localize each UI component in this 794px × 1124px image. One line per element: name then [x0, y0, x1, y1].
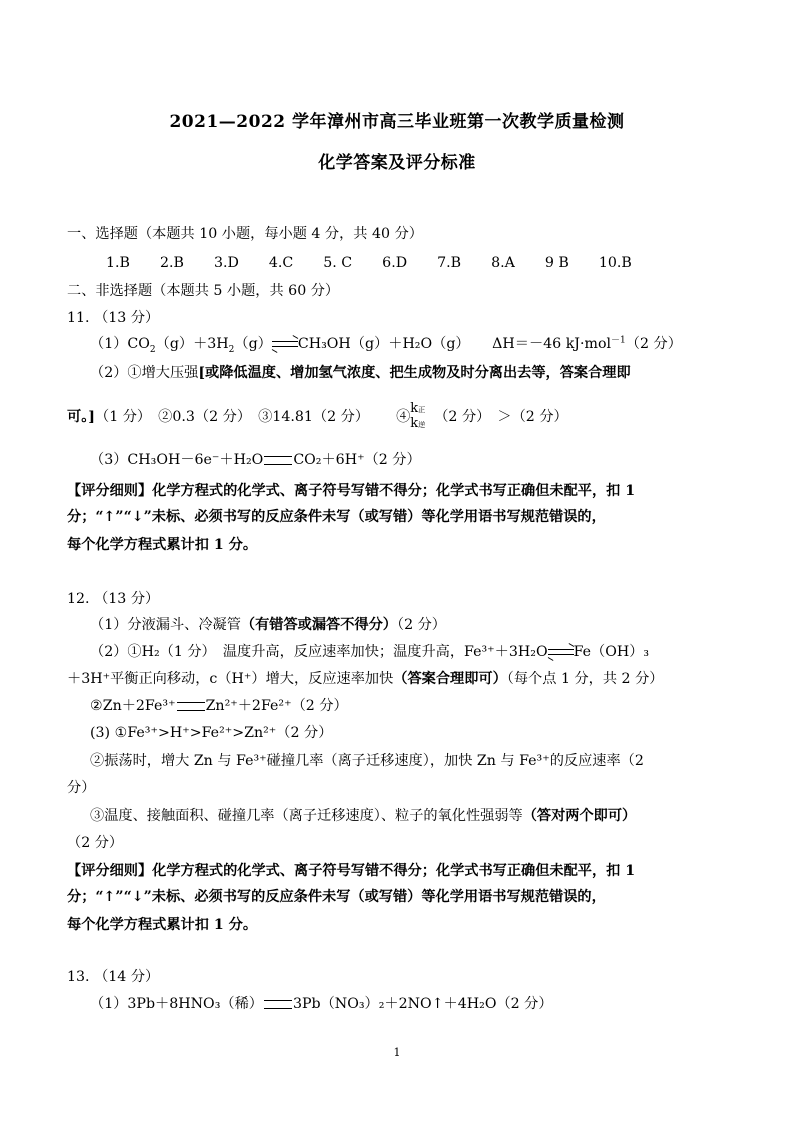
q12-p2-text: （每个点 1 分，共 2 分）	[506, 671, 664, 687]
document-subtitle: 化学答案及评分标准	[318, 153, 476, 173]
q11-p1-text: （g）	[234, 336, 272, 352]
q13-p1-text: 3Pb（NO₃）₂＋2NO↑＋4H₂O（2 分）	[292, 996, 553, 1012]
rate-constant-fraction	[410, 402, 425, 432]
q12-part3-2-line1: ②振荡时，增大 Zn 与 Fe³⁺碰撞几率（离子迁移速度），加快 Zn 与 Fe³⁺的反应速率（2	[90, 753, 644, 769]
q12-p3-text: ③温度、接触面积、碰撞几率（离子迁移速度）、粒子的氧化性强弱等	[90, 808, 523, 824]
answer-key-row	[106, 253, 734, 273]
frac-den: k	[410, 416, 419, 431]
q11-p2-bold: 可。]	[67, 409, 95, 425]
answer-4: 4.C	[268, 255, 294, 271]
q11-p2-text: （2）①增大压强	[90, 365, 199, 381]
q12-p3-bold: （答对两个即可）	[522, 808, 637, 824]
q12-p1-text: （1）分液漏斗、冷凝管	[90, 617, 241, 633]
q11-p2-text: （2 分） ＞（2 分）	[434, 409, 568, 425]
q12-part3-3	[90, 806, 734, 826]
q12-heading: 12. （13 分）	[67, 591, 160, 607]
q13-p1-text: （1）3Pb＋8HNO₃（稀）	[90, 996, 263, 1012]
q11-p2-bold: [或降低温度、增加氢气浓度、把生成物及时分离出去等，答案合理即	[198, 365, 631, 381]
document-title: 2021—2022 学年漳州市高三毕业班第一次教学质量检测	[169, 112, 625, 132]
q11-p3-text: （3）CH₃OH－6e⁻＋H₂O	[90, 452, 264, 468]
q11-part2-line1	[90, 363, 734, 383]
q12-part3-2-line2: 分）	[67, 780, 96, 796]
rubric-line2: 分；“↑”“↓”未标、必须书写的反应条件未写（或写错）等化学用语书写规范错误的，	[67, 509, 606, 525]
q11-part3	[90, 450, 734, 470]
rubric-line3: 每个化学方程式累计扣 1 分。	[67, 917, 258, 933]
q12-p2-text: （2）①H₂（1 分） 温度升高，反应速率加快；温度升高，Fe³⁺＋3H₂O	[90, 644, 548, 660]
q11-part1: $(1)CO_2(g)+3H_2(g)$ CH₃OH（g）＋H₂O（g） ΔH＝－46 kJ·mol$^{-1}$（2 分）	[90, 335, 682, 355]
rubric-line1: 【评分细则】化学方程式的化学式、离子符号写错不得分；化学式书写正确但未配平，扣 1	[67, 483, 636, 499]
equals-sign-icon	[264, 456, 292, 465]
equals-sign-icon	[177, 702, 205, 711]
answer-8: 8.A	[491, 255, 515, 271]
q12-part2-line2	[67, 669, 734, 689]
answer-5: 5. C	[323, 255, 353, 271]
q11-p1-text: CH₃OH（g）＋H₂O（g）	[297, 336, 470, 352]
answer-2: 2.B	[159, 255, 184, 271]
section2-header: 二、非选择题（本题共 5 小题，共 60 分）	[67, 283, 340, 299]
q12-eq-text: Zn²⁺＋2Fe²⁺（2 分）	[205, 698, 348, 714]
frac-den-sub: 逆	[418, 421, 426, 429]
answer-6: 6.D	[382, 255, 408, 271]
frac-num-sub: 正	[418, 406, 426, 414]
q11-p3-text: CO₂＋6H⁺（2 分）	[293, 452, 421, 468]
equilibrium-arrow-icon	[548, 647, 574, 657]
q13-part1	[90, 994, 734, 1014]
q12-p2-text: Fe（OH）₃	[573, 644, 650, 660]
q12-p1-text: （2 分）	[396, 617, 446, 633]
answer-9: 9 B	[544, 255, 569, 271]
q11-p1-text: （1）CO	[90, 336, 150, 352]
rubric-line1: 【评分细则】化学方程式的化学式、离子符号写错不得分；化学式书写正确但未配平，扣 1	[67, 863, 636, 879]
q12-part3-3-line2: （2 分）	[67, 835, 124, 851]
q11-p1-score: （2 分）	[625, 336, 682, 352]
q12-p2-text: ＋3H⁺平衡正向移动，c（H⁺）增大，反应速率加快	[67, 671, 394, 687]
answer-3: 3.D	[213, 255, 239, 271]
rubric-line2: 分；“↑”“↓”未标、必须书写的反应条件未写（或写错）等化学用语书写规范错误的，	[67, 889, 606, 905]
q11-heading: 11. （13 分）	[67, 310, 160, 326]
q12-part2-eq2	[90, 696, 734, 716]
answer-10: 10.B	[598, 255, 632, 271]
q12-part3-1: (3) ①Fe³⁺>H⁺>Fe²⁺>Zn²⁺（2 分）	[90, 725, 333, 741]
q11-part2-line2	[67, 402, 734, 432]
q13-heading: 13. （14 分）	[67, 969, 160, 985]
q11-enthalpy: ΔH＝－46 kJ·mol	[492, 336, 612, 352]
answer-1: 1.B	[106, 255, 130, 271]
frac-num: k	[410, 401, 419, 416]
page-number: 1	[393, 1046, 401, 1059]
answer-7: 7.B	[437, 255, 462, 271]
q12-part1	[90, 615, 734, 635]
rubric-line3: 每个化学方程式累计扣 1 分。	[67, 537, 258, 553]
q12-part2-line1	[90, 642, 734, 662]
q12-p2-bold: （答案合理即可）	[393, 671, 507, 687]
q11-p2-text: ④	[396, 409, 411, 425]
equilibrium-arrow-icon	[272, 339, 298, 349]
q11-p1-text: （g）＋3H	[155, 336, 229, 352]
section1-header: 一、选择题（本题共 10 小题，每小题 4 分，共 40 分）	[67, 226, 423, 242]
q12-eq-text: ②Zn＋2Fe³⁺	[90, 698, 176, 714]
q11-p2-text: （1 分） ②0.3（2 分） ③14.81（2 分）	[95, 409, 370, 425]
equals-sign-icon	[264, 1000, 292, 1009]
q12-p1-bold: （有错答或漏答不得分）	[240, 617, 397, 633]
